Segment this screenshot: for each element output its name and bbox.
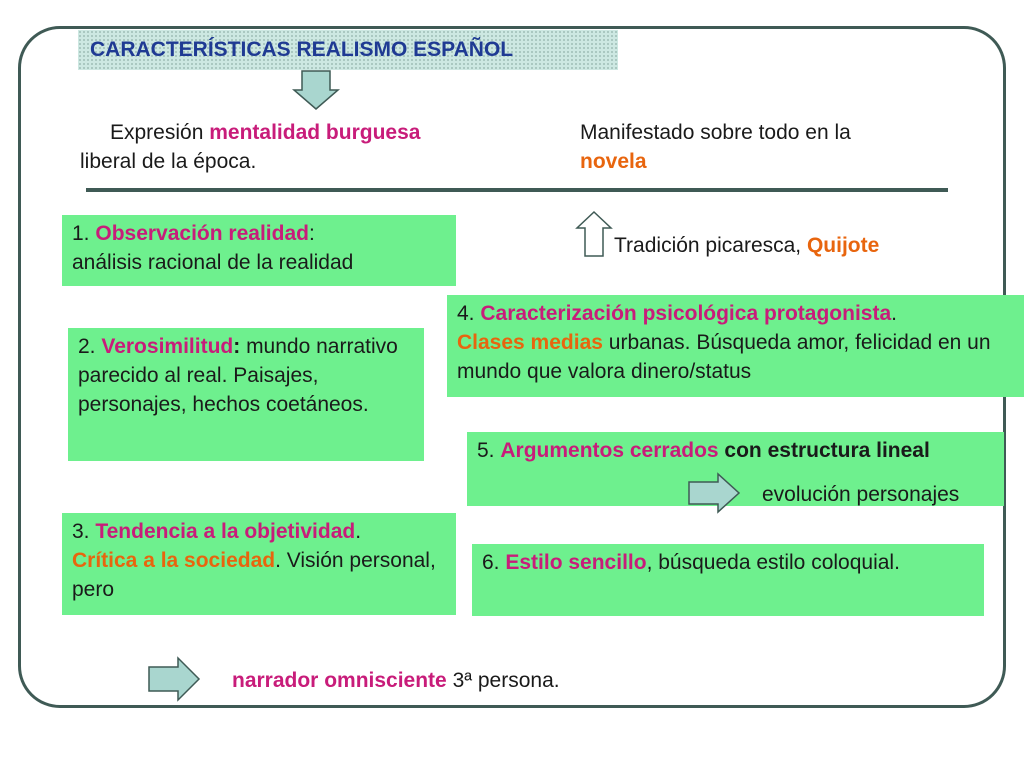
narrator-highlight: narrador omnisciente xyxy=(232,669,447,692)
narrator-label: 3ª persona. xyxy=(446,669,560,692)
item-3-text: . Visión personal, pero xyxy=(72,549,436,601)
item-4-dot: . xyxy=(891,302,897,325)
intro-right-highlight: novela xyxy=(580,150,647,173)
intro-right xyxy=(580,118,980,176)
arrow-right-icon xyxy=(148,657,200,701)
item-4-box xyxy=(447,295,1024,397)
item-1-highlight: Observación realidad xyxy=(95,222,309,245)
item-1-text: análisis racional de la realidad xyxy=(72,251,354,274)
item-1-num: 1. xyxy=(72,222,96,245)
item-1-colon: : xyxy=(308,222,315,245)
divider-line xyxy=(86,188,948,192)
item-4-highlight-1: Caracterización psicológica protagonista xyxy=(480,302,892,325)
arrow-right-icon xyxy=(688,473,740,513)
item-1-box xyxy=(62,215,456,286)
intro-left xyxy=(80,118,510,176)
intro-right-line1: Manifestado sobre todo en la xyxy=(580,121,851,144)
intro-left-highlight: mentalidad burguesa xyxy=(209,121,421,144)
item-5-highlight: Argumentos cerrados xyxy=(500,439,719,462)
item-2-text: mundo narrativo parecido al real. Paisajes, personajes, hechos coetáneos. xyxy=(78,335,398,416)
item-3-num: 3. xyxy=(72,520,96,543)
item-4-num: 4. xyxy=(457,302,481,325)
tradition-label: Tradición picaresca, xyxy=(614,234,807,257)
item-3-box xyxy=(62,513,456,615)
narrator-text xyxy=(232,666,560,695)
item-4-text: urbanas. Búsqueda amor, felicidad en un mundo que valora dinero/status xyxy=(457,331,991,383)
item-6-text: , búsqueda estilo coloquial. xyxy=(646,551,900,574)
tradition-highlight: Quijote xyxy=(806,234,880,257)
item-2-box xyxy=(68,328,424,461)
item-6-box xyxy=(472,544,984,616)
item-3-dot: . xyxy=(355,520,362,543)
item-3-highlight-1: Tendencia a la objetividad xyxy=(95,520,356,543)
arrow-down-icon xyxy=(293,70,339,110)
item-4-highlight-2: Clases medias xyxy=(457,331,603,354)
item-2-colon: : xyxy=(233,335,241,358)
item-3-highlight-2: Crítica a la sociedad xyxy=(72,549,276,572)
item-5-bold-text: con estructura lineal xyxy=(718,439,930,462)
item-5-num: 5. xyxy=(477,439,501,462)
intro-left-part1: Expresión xyxy=(110,121,210,144)
item-6-num: 6. xyxy=(482,551,506,574)
slide-title: CARACTERÍSTICAS REALISMO ESPAÑOL xyxy=(78,30,618,70)
item-5-extra: evolución personajes xyxy=(762,483,960,506)
item-6-highlight: Estilo sencillo xyxy=(505,551,647,574)
item-2-highlight: Verosimilitud xyxy=(101,335,234,358)
tradition-text xyxy=(614,231,879,260)
item-2-num: 2. xyxy=(78,335,102,358)
arrow-up-icon xyxy=(576,211,612,257)
intro-left-part2: liberal de la época. xyxy=(80,150,257,173)
